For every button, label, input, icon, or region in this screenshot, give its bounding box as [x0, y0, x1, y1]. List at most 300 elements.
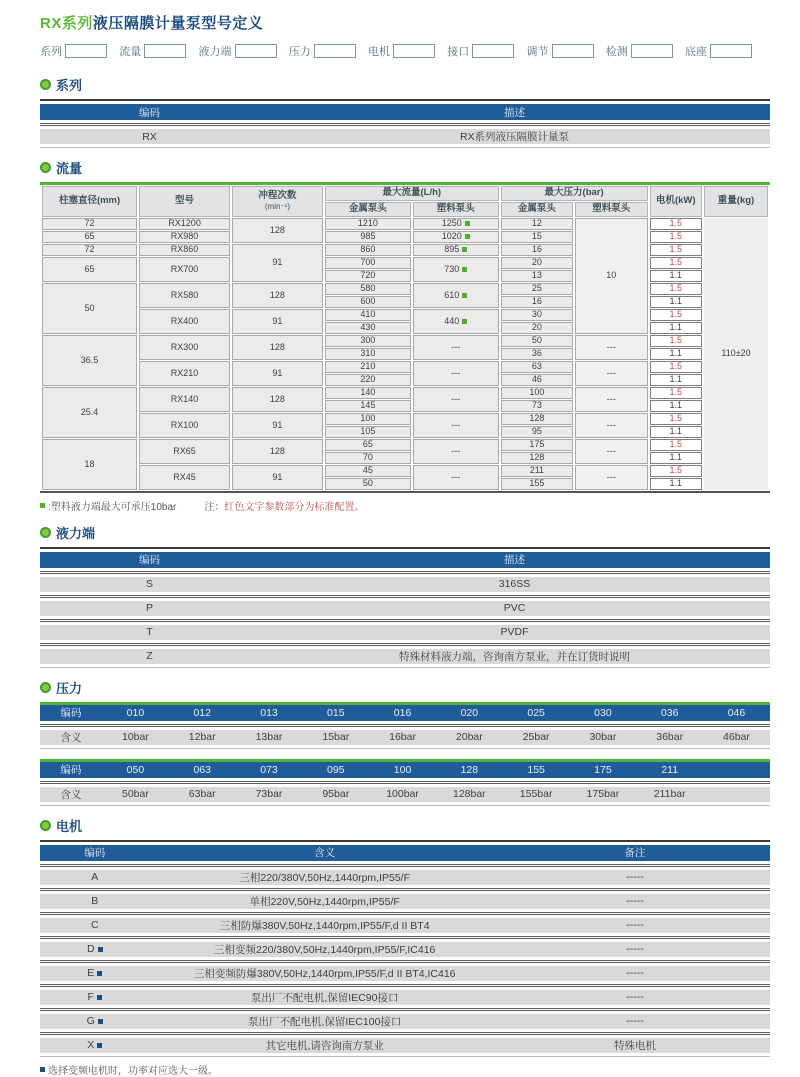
data-cell: 三相变频防爆380V,50Hz,1440rpm,IP55/F,d II BT4,IC416 — [193, 967, 456, 980]
flow-table-cell: 20 — [501, 257, 573, 269]
row-separator — [40, 724, 770, 727]
flow-table-cell: 91 — [232, 465, 323, 490]
table-data-row — [40, 1038, 770, 1053]
flow-table-cell: RX580 — [139, 283, 230, 308]
table-header-row — [40, 845, 770, 861]
header-cell: 046 — [727, 706, 746, 719]
header-cell: 155 — [527, 763, 545, 776]
flow-table-cell: 440 — [413, 309, 499, 334]
flow-table-cell: 70 — [325, 452, 411, 464]
section-heading-hydraulic — [40, 523, 770, 542]
code-field-box — [65, 44, 107, 58]
data-cell: 316SS — [498, 578, 531, 591]
header-cell: 016 — [393, 706, 412, 719]
flow-table-cell: 860 — [325, 244, 411, 256]
section-heading-motor — [40, 816, 770, 835]
table-data-row — [40, 787, 770, 802]
flow-table-cell: 73 — [501, 400, 573, 412]
data-cell: 含义 — [60, 788, 82, 801]
section-heading-series — [40, 75, 770, 94]
data-cell: ----- — [626, 991, 644, 1004]
code-field-label: 压力 — [288, 46, 311, 58]
data-cell: 三相防爆380V,50Hz,1440rpm,IP55/F,d II BT4 — [219, 919, 430, 932]
data-cell: G — [40, 1015, 150, 1027]
flow-table-row — [42, 309, 768, 321]
flow-table-cell: --- — [413, 361, 499, 386]
data-cell: PVC — [503, 602, 526, 615]
section-heading-label: 电机 — [56, 818, 83, 834]
header-cell: 030 — [594, 706, 612, 719]
flow-table-cell: 36.5 — [42, 335, 137, 386]
flow-table-cell: 300 — [325, 335, 411, 347]
flow-header-cell: 重量(kg) — [704, 186, 768, 217]
row-separator — [40, 595, 770, 598]
row-separator — [40, 960, 770, 963]
flow-table-cell: 100 — [325, 413, 411, 425]
code-field-box — [710, 44, 752, 58]
data-cell: PVDF — [500, 626, 529, 639]
motor-note — [40, 1062, 770, 1077]
data-cell: 其它电机,请咨询南方泵业 — [265, 1039, 384, 1052]
flow-table-cell: --- — [575, 439, 647, 464]
flow-table-cell: --- — [413, 335, 499, 360]
data-cell: ----- — [626, 895, 644, 908]
flow-table-cell: 100 — [501, 387, 573, 399]
flow-table-cell: 720 — [325, 270, 411, 282]
flow-table-cell: 72 — [42, 218, 137, 230]
code-field-label: 底座 — [685, 46, 707, 58]
flow-table-cell: 1.1 — [650, 322, 703, 334]
data-cell: 含义 — [60, 731, 82, 744]
table-data-row — [40, 730, 770, 745]
green-square-icon — [462, 293, 467, 298]
code-field-box — [472, 44, 514, 58]
flow-table-cell: 63 — [501, 361, 573, 373]
section-heading-label: 系列 — [56, 78, 83, 93]
flow-table-cell: 30 — [501, 309, 573, 321]
flow-table-cell: 50 — [325, 478, 411, 490]
flow-table-cell: 128 — [232, 218, 323, 243]
code-field — [199, 43, 277, 59]
flow-table-cell: 91 — [232, 244, 323, 282]
data-cell: 特殊材料液力端，咨询南方泵业，并在订货时说明 — [399, 650, 630, 663]
header-cell: 175 — [594, 763, 612, 776]
data-cell: RX — [142, 130, 157, 143]
green-square-icon — [465, 221, 470, 226]
flow-table-cell: --- — [413, 465, 499, 490]
navy-square-icon — [98, 1019, 103, 1024]
flow-table-cell: 72 — [42, 244, 137, 256]
data-cell: 20bar — [455, 731, 483, 744]
header-cell: 013 — [260, 706, 278, 719]
table-header-row — [40, 762, 770, 778]
data-cell: 95bar — [322, 788, 350, 801]
data-cell: 73bar — [255, 788, 283, 801]
flow-table-cell: 175 — [501, 439, 573, 451]
code-field-label: 系列 — [40, 46, 62, 58]
navy-square-icon — [97, 995, 102, 1000]
table-data-row — [40, 601, 770, 616]
flow-table-cell: 128 — [501, 452, 573, 464]
navy-square-icon — [98, 947, 103, 952]
data-cell: 泵出厂不配电机,保留IEC90接口 — [250, 991, 399, 1004]
data-cell: 63bar — [188, 788, 216, 801]
data-cell: ----- — [626, 943, 644, 956]
header-cell: 含义 — [314, 847, 336, 860]
header-cell: 128 — [460, 763, 479, 776]
row-separator — [40, 888, 770, 891]
green-square-icon — [462, 319, 467, 324]
data-cell: 36bar — [656, 731, 684, 744]
section-bullet-icon — [40, 527, 51, 538]
flow-table-cell: 128 — [501, 413, 573, 425]
flow-table-cell: 210 — [325, 361, 411, 373]
flow-table-cell: 50 — [501, 335, 573, 347]
flow-table-cell: --- — [413, 413, 499, 438]
flow-header-cell: 型号 — [139, 186, 230, 217]
flow-table-wrap — [40, 182, 770, 493]
flow-table-cell: 91 — [232, 361, 323, 386]
flow-table-cell: 16 — [501, 244, 573, 256]
flow-table-cell: RX860 — [139, 244, 230, 256]
flow-table-cell: 16 — [501, 296, 573, 308]
flow-table-cell: 10 — [575, 218, 647, 334]
flow-table-cell: 65 — [325, 439, 411, 451]
top-rule — [40, 547, 770, 549]
flow-table-cell: --- — [575, 335, 647, 360]
code-field-box — [144, 44, 186, 58]
flow-table-cell: --- — [575, 387, 647, 412]
row-separator — [40, 984, 770, 987]
flow-table-cell: 1.5 — [650, 244, 703, 256]
table-data-row — [40, 942, 770, 957]
row-separator — [40, 1032, 770, 1035]
code-field-label: 调节 — [526, 46, 549, 58]
flow-table-cell: 110±20 — [704, 218, 768, 490]
flow-table-cell: 12 — [501, 218, 573, 230]
data-cell: 100bar — [386, 788, 419, 801]
bottom-rule — [40, 1056, 770, 1057]
code-field — [606, 43, 673, 59]
data-cell: 12bar — [188, 731, 216, 744]
flow-table-row — [42, 413, 768, 425]
flow-table-row — [42, 244, 768, 256]
flow-table-cell: RX400 — [139, 309, 230, 334]
navy-square-icon — [40, 1067, 45, 1072]
header-cell: 073 — [260, 763, 278, 776]
flow-table-cell: 730 — [413, 257, 499, 282]
data-cell: S — [145, 578, 153, 591]
flow-table-cell: 45 — [325, 465, 411, 477]
header-cell: 050 — [126, 763, 145, 776]
flow-table-cell: 610 — [413, 283, 499, 308]
hydraulic-end-table — [40, 547, 770, 668]
header-cell: 编码 — [84, 847, 106, 860]
table-header-row — [40, 552, 770, 568]
flow-table-cell: 220 — [325, 374, 411, 386]
data-cell: 15bar — [322, 731, 350, 744]
flow-table-cell: 25 — [501, 283, 573, 295]
flow-table-cell: 600 — [325, 296, 411, 308]
section-heading-flow — [40, 158, 770, 177]
flow-table-cell: 580 — [325, 283, 411, 295]
model-code-builder — [40, 43, 752, 59]
flow-table-row — [42, 361, 768, 373]
data-cell: F — [40, 991, 150, 1003]
top-rule — [40, 840, 770, 842]
flow-table-cell: 1.5 — [650, 257, 703, 269]
table-data-row — [40, 129, 770, 144]
flow-table-cell: 1.5 — [650, 413, 703, 425]
flow-header-cell: 最大流量(L/h) — [325, 186, 499, 201]
flow-table — [40, 185, 770, 491]
series-table — [40, 99, 770, 148]
data-cell: RX系列液压隔膜计量泵 — [459, 131, 570, 143]
table-header-row — [40, 104, 770, 120]
flow-note-text: :塑料液力端最大可承压10bar — [48, 501, 177, 513]
flow-table-cell: 985 — [325, 231, 411, 243]
motor-table — [40, 840, 770, 1057]
header-cell: 编码 — [60, 764, 82, 777]
page-title-series: RX系列 — [40, 15, 93, 32]
data-cell: 单相220V,50Hz,1440rpm,IP55/F — [249, 895, 400, 908]
header-cell: 063 — [193, 763, 211, 776]
flow-subheader-cell: 塑料泵头 — [413, 202, 499, 217]
row-separator — [40, 571, 770, 574]
flow-header-cell: 冲程次数 (min⁻¹) — [232, 186, 323, 217]
section-heading-pressure — [40, 678, 770, 697]
flow-table-cell: RX45 — [139, 465, 230, 490]
data-cell: A — [91, 871, 99, 884]
flow-table-cell: 1.1 — [650, 348, 703, 360]
code-field — [119, 43, 186, 59]
flow-table-row — [42, 439, 768, 451]
flow-subheader-cell: 金属泵头 — [501, 202, 573, 217]
header-cell: 015 — [327, 706, 345, 719]
pressure-table-1 — [40, 702, 770, 749]
code-field-box — [235, 44, 277, 58]
flow-table-cell: 1.5 — [650, 439, 703, 451]
table-header-row — [40, 705, 770, 721]
flow-table-cell: 1020 — [413, 231, 499, 243]
flow-table-row — [42, 465, 768, 477]
row-separator — [40, 643, 770, 646]
data-cell: ----- — [626, 871, 644, 884]
code-field — [527, 43, 594, 59]
flow-table-cell: 13 — [501, 270, 573, 282]
flow-table-cell: 65 — [42, 231, 137, 243]
header-cell: 编码 — [139, 554, 160, 567]
data-cell: E — [40, 967, 150, 979]
data-cell: ----- — [626, 967, 644, 980]
table-data-row — [40, 1014, 770, 1029]
flow-header-cell: 最大压力(bar) — [501, 186, 648, 201]
data-cell: P — [145, 602, 153, 615]
flow-table-cell: 700 — [325, 257, 411, 269]
flow-table-cell: 36 — [501, 348, 573, 360]
flow-table-cell: 95 — [501, 426, 573, 438]
flow-table-cell: RX100 — [139, 413, 230, 438]
flow-table-cell: 25.4 — [42, 387, 137, 438]
flow-table-cell: 1.5 — [650, 335, 703, 347]
table-data-row — [40, 990, 770, 1005]
data-cell: 155bar — [519, 788, 553, 801]
flow-table-note — [40, 498, 770, 513]
top-rule — [40, 99, 770, 101]
data-cell: C — [90, 919, 99, 932]
flow-subheader-cell: 金属泵头 — [325, 202, 411, 217]
data-cell: ----- — [626, 919, 644, 932]
data-cell: 30bar — [589, 731, 617, 744]
flow-table-cell: 1.1 — [650, 374, 703, 386]
data-cell: 三相220/380V,50Hz,1440rpm,IP55/F — [239, 871, 411, 884]
flow-table-cell: 1210 — [325, 218, 411, 230]
flow-table-cell: --- — [413, 387, 499, 412]
flow-table-cell: 140 — [325, 387, 411, 399]
flow-table-cell: 1250 — [413, 218, 499, 230]
row-separator — [40, 912, 770, 915]
data-cell: 128bar — [452, 788, 486, 801]
flow-table-cell: 1.1 — [650, 426, 703, 438]
flow-header-cell: 柱塞直径(mm) — [42, 186, 137, 217]
section-bullet-icon — [40, 820, 51, 831]
green-square-icon — [465, 234, 470, 239]
header-cell: 描述 — [504, 106, 525, 119]
data-cell: T — [146, 626, 153, 639]
table-data-row — [40, 894, 770, 909]
code-field-label: 电机 — [368, 46, 390, 58]
navy-square-icon — [97, 1043, 102, 1048]
data-cell: 46bar — [723, 731, 750, 744]
data-cell: 50bar — [122, 788, 149, 801]
header-cell: 012 — [193, 706, 211, 719]
flow-table-cell: 1.5 — [650, 231, 703, 243]
flow-table-cell: 211 — [501, 465, 573, 477]
section-heading-label: 液力端 — [56, 525, 96, 541]
flow-table-cell: 1.1 — [650, 400, 703, 412]
row-separator — [40, 936, 770, 939]
header-cell: 010 — [126, 706, 145, 719]
pressure-table-2 — [40, 759, 770, 806]
code-field-box — [314, 44, 356, 58]
data-cell: X — [40, 1039, 150, 1051]
code-field-box — [393, 44, 435, 58]
data-cell: B — [91, 895, 99, 908]
flow-table-cell: 310 — [325, 348, 411, 360]
header-cell: 编码 — [139, 106, 160, 119]
code-field — [40, 43, 107, 59]
section-heading-label: 压力 — [56, 680, 83, 696]
code-field — [447, 43, 514, 59]
flow-table-row — [42, 283, 768, 295]
flow-table-row — [42, 387, 768, 399]
flow-table-cell: 1.5 — [650, 361, 703, 373]
flow-note2-text: 红色文字参数部分为标准配置。 — [224, 501, 365, 513]
data-cell: ----- — [626, 1015, 644, 1028]
header-cell: 编码 — [60, 707, 82, 720]
page-title — [40, 12, 770, 33]
flow-table-cell: RX140 — [139, 387, 230, 412]
table-data-row — [40, 966, 770, 981]
flow-table-row — [42, 257, 768, 269]
header-cell: 036 — [660, 706, 679, 719]
code-field-label: 接口 — [447, 46, 470, 58]
flow-table-cell: RX210 — [139, 361, 230, 386]
flow-table-row — [42, 335, 768, 347]
flow-subheader-cell: 塑料泵头 — [575, 202, 647, 217]
code-field — [368, 43, 435, 59]
page-title-rest: 液压隔膜计量泵型号定义 — [92, 15, 264, 32]
data-cell: 16bar — [389, 731, 416, 744]
flow-table-cell: 895 — [413, 244, 499, 256]
data-cell: 特殊电机 — [613, 1039, 656, 1052]
flow-table-row — [42, 218, 768, 230]
data-cell: 三相变频220/380V,50Hz,1440rpm,IP55/F,IC416 — [213, 943, 436, 956]
flow-table-cell: RX980 — [139, 231, 230, 243]
flow-table-cell: 1.1 — [650, 452, 703, 464]
green-square-icon — [40, 503, 45, 508]
flow-table-cell: RX700 — [139, 257, 230, 282]
flow-table-cell: 128 — [232, 439, 323, 464]
flow-table-cell: --- — [575, 413, 647, 438]
flow-table-row — [42, 231, 768, 243]
flow-table-cell: 128 — [232, 283, 323, 308]
code-field-label: 流量 — [119, 46, 142, 58]
code-field-label: 液力端 — [198, 46, 232, 58]
header-cell: 描述 — [504, 554, 525, 567]
data-cell: D — [40, 943, 150, 955]
row-separator — [40, 1008, 770, 1011]
flow-table-cell: 1.5 — [650, 387, 703, 399]
flow-table-cell: --- — [413, 439, 499, 464]
code-field — [289, 43, 356, 59]
flow-table-cell: 155 — [501, 478, 573, 490]
header-cell: 211 — [661, 763, 679, 776]
flow-table-cell: 128 — [232, 335, 323, 360]
flow-table-cell: 1.1 — [650, 270, 703, 282]
flow-table-cell: --- — [575, 361, 647, 386]
table-data-row — [40, 577, 770, 592]
header-cell: 100 — [393, 763, 412, 776]
data-cell: 175bar — [586, 788, 620, 801]
motor-note-text: 选择变频电机时，功率对应选大一级。 — [48, 1065, 218, 1077]
green-square-icon — [462, 247, 467, 252]
flow-table-cell: 65 — [42, 257, 137, 282]
flow-table-cell: 1.5 — [650, 309, 703, 321]
flow-note2-label: 注： — [204, 501, 225, 513]
data-cell: 10bar — [122, 731, 149, 744]
flow-table-cell: --- — [575, 465, 647, 490]
flow-table-cell: 18 — [42, 439, 137, 490]
section-heading-label: 流量 — [56, 161, 83, 176]
section-bullet-icon — [40, 682, 51, 693]
data-cell: 211bar — [653, 788, 686, 801]
flow-table-cell: RX1200 — [139, 218, 230, 230]
flow-table-cell: 410 — [325, 309, 411, 321]
table-data-row — [40, 649, 770, 664]
row-separator — [40, 619, 770, 622]
table-data-row — [40, 625, 770, 640]
flow-header-row — [42, 186, 768, 201]
flow-table-cell: 105 — [325, 426, 411, 438]
flow-table-cell: 50 — [42, 283, 137, 334]
code-field-box — [631, 44, 673, 58]
data-cell: 泵出厂不配电机,保留IEC100接口 — [247, 1015, 402, 1028]
flow-table-cell: 128 — [232, 387, 323, 412]
flow-table-cell: 1.5 — [650, 283, 703, 295]
data-cell: 13bar — [255, 731, 283, 744]
table-data-row — [40, 918, 770, 933]
